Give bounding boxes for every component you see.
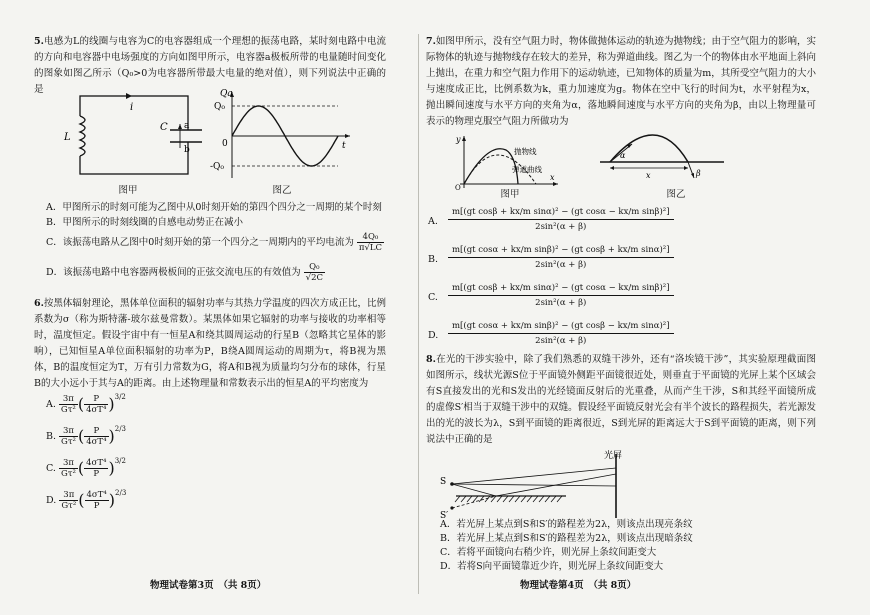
q5-fig-a-caption: 图甲 — [118, 185, 138, 196]
q7-option-label: B. — [428, 254, 439, 265]
q7-option-denominator: 2sin²(α + β) — [535, 260, 587, 270]
q6-open-paren: ( — [78, 490, 85, 510]
current-label: i — [130, 102, 134, 113]
q7-option-denominator: 2sin²(α + β) — [535, 298, 587, 308]
q6-main-fraction — [84, 394, 108, 415]
q7-option-label: A. — [428, 216, 438, 227]
q7-option-d — [448, 320, 674, 347]
plate-a-label: a — [184, 121, 190, 131]
q7-option-denominator: 2sin²(α + β) — [535, 222, 587, 232]
field-arrow-icon — [178, 124, 182, 129]
ballistic-curve — [464, 149, 518, 184]
traj-y-arrow-icon — [462, 136, 466, 141]
q7-option-numerator: m[(gt cosα + kx/m sinβ)² − (gt cosβ − kx/m sinα)²] — [448, 320, 674, 334]
mirror-hatch — [455, 496, 562, 502]
left-column — [0, 0, 420, 615]
q6-pre-den: Gτ² — [60, 405, 76, 415]
q6-close-paren: ) — [108, 426, 115, 446]
q5-c-num: 4Q₀ — [357, 232, 384, 243]
q5-figure-circuit — [62, 90, 202, 182]
q6-exponent: 3/2 — [114, 393, 126, 401]
q6-option-label: A. — [46, 399, 56, 410]
q6-option-d — [46, 486, 126, 511]
q6-main-num: P — [84, 394, 108, 405]
q6-option-label: B. — [46, 431, 57, 442]
traj-x-arrow-icon — [553, 182, 558, 186]
q6-option-label: C. — [46, 463, 56, 474]
q5-option-c-fraction — [357, 232, 384, 253]
right-column — [420, 0, 870, 615]
source-label: S — [440, 477, 447, 487]
q6-exponent: 2/3 — [115, 489, 127, 497]
inductor-label: L — [64, 132, 71, 143]
q5-option-d — [46, 262, 325, 283]
parabola-label: 抛物线 — [514, 147, 537, 156]
landing-arrow-icon — [691, 173, 694, 178]
q6-option-a — [46, 390, 126, 415]
q5-option-d-text: D．该振荡电路中电容器两极板间的正弦交流电压的有效值为 — [46, 267, 301, 278]
q5-d-num: Q₀ — [304, 262, 325, 273]
alpha-label: α — [620, 151, 626, 160]
q6-exponent: 3/2 — [114, 457, 126, 465]
left-footer: 物理试卷第3页 （共 8页） — [150, 580, 267, 591]
x-axis-arrow-icon — [345, 134, 350, 138]
traj-origin-label: O — [455, 184, 461, 190]
q6-pre-den: Gτ² — [61, 437, 76, 447]
y-axis-label: Qa — [220, 89, 233, 99]
q6-main-num: 4σT⁴ — [86, 490, 107, 500]
q6-main-den: 4σT⁴ — [86, 437, 107, 447]
q5-number: 5. — [34, 36, 44, 47]
q6-open-paren: ( — [77, 394, 85, 414]
q5-figure-graph — [210, 88, 360, 184]
origin-label: 0 — [222, 139, 228, 149]
q6-pre-fraction — [59, 426, 78, 447]
q5-d-den: √2C — [305, 273, 323, 283]
current-arrow-icon — [126, 93, 132, 99]
q6-stem-text: 按黑体辐射理论，黑体单位面积的辐射功率与其热力学温度的四次方成正比，比例系数为σ（称为斯特藩-玻尔兹曼常数）。某黑体如果它辐射的功率与接收的功率相等时，温度恒定。假设宇宙中有一恒星A和绕其圆周运动的行星B（忽略其它星体的影响），已知恒星A单位面积辐射的功率为P，B绕A圆周运动的周期为τ，将B视为黑体，B的温度恒定为T，万有引力常数为G，将A和B视为质量均匀分布的球体，行星B的大小远小于其与A的距离。由上述物理量和常数表示出的恒星A的平均密度为 — [34, 298, 386, 389]
q8-option-d: D．若将S向平面镜靠近少许，则光屏上条纹间距变大 — [440, 561, 664, 572]
q7-figure-trajectories — [454, 132, 564, 190]
q6-main-fraction — [84, 426, 108, 447]
q5-option-d-fraction — [304, 262, 325, 283]
q6-main-den: 4σT⁴ — [86, 405, 107, 415]
beta-label: β — [696, 169, 701, 178]
q8-option-b: B．若光屏上某点到S和S′的路程差为2λ，则该点出现暗条纹 — [440, 533, 693, 544]
q6-pre-fraction — [59, 458, 78, 479]
q6-pre-num: 3π — [59, 394, 78, 405]
q6-main-den: P — [93, 469, 100, 479]
q6-option-c — [46, 454, 126, 479]
q6-number: 6. — [34, 298, 44, 309]
range-label: x — [646, 171, 651, 180]
q8-stem — [426, 352, 816, 448]
q7-option-a — [448, 206, 674, 233]
q6-open-paren: ( — [77, 426, 85, 446]
q8-number: 8. — [426, 354, 436, 365]
direct-ray-1 — [452, 468, 616, 484]
q5-c-den: π√LC — [358, 243, 383, 253]
q5-option-c-text: C．该振荡电路从乙图中0时刻开始的第一个四分之一周期内的平均电流为 — [46, 237, 354, 248]
q6-pre-den: Gτ² — [61, 501, 77, 511]
right-footer: 物理试卷第4页 （共 8页） — [520, 580, 637, 591]
q7-figure-projectile — [596, 128, 730, 190]
q0-neg-label: -Q₀ — [210, 162, 225, 172]
q7-number: 7. — [426, 36, 436, 47]
q8-option-a: A．若光屏上某点到S和S′的路程差为2λ，则该点出现亮条纹 — [440, 519, 693, 530]
q6-main-den: P — [93, 501, 100, 511]
q7-option-label: C. — [428, 292, 438, 303]
q6-stem — [34, 296, 386, 392]
q6-pre-fraction — [59, 394, 78, 415]
x-axis-label: t — [342, 141, 346, 151]
q6-main-num: 4σT⁴ — [86, 458, 107, 468]
q6-pre-num: 3π — [59, 426, 78, 437]
q7-option-c — [448, 282, 674, 309]
q6-open-paren: ( — [77, 458, 85, 478]
q8-figure-lloyd-mirror — [436, 446, 636, 522]
q7-option-label: D. — [428, 330, 439, 341]
q6-option-label: D. — [46, 495, 57, 506]
ballistic-label: 弹道曲线 — [512, 165, 542, 174]
q5-fig-b-caption: 图乙 — [272, 185, 292, 196]
q7-stem — [426, 34, 816, 130]
q5-option-a: A．甲图所示的时刻可能为乙图中从0时刻开始的第四个四分之一周期的某个时刻 — [46, 202, 382, 213]
q7-option-numerator: m[(gt cosβ + kx/m sinα)² − (gt cosα − kx/m sinβ)²] — [448, 206, 674, 220]
capacitor-label: C — [160, 122, 168, 133]
image-label: S′ — [440, 511, 449, 521]
q6-pre-fraction — [59, 490, 78, 511]
q5-stem-text: 电感为L的线圈与电容为C的电容器组成一个理想的振荡电路，某时刻电路中电流的方向和电容器中电场强度的方向如图甲所示，电容器a极板所带的电量随时间变化的图象如图乙所示（Q₀>0为电容器所带最大电量的绝对值），则下列说法中正确的是 — [34, 36, 386, 95]
direct-ray-2 — [452, 484, 616, 486]
q7-option-denominator: 2sin²(α + β) — [535, 336, 587, 346]
q7-stem-text: 如图甲所示，没有空气阻力时，物体做抛体运动的轨迹为抛物线；由于空气阻力的影响，实际物体的轨迹与抛物线存在较大的差异，称为弹道曲线。图乙为一个的物体由水平地面上斜向上抛出，在重力和空气阻力作用下的运动轨迹，已知物体的质量为m，其所受空气阻力的大小与速度成正比，比例系数为k，重力加速度为g。物体在空中飞行的时间为t，水平射程为x，抛出瞬间速度与水平方向的夹角为α，落地瞬间速度与水平方向的夹角为β，由以上物理量可表示的物理克服空气阻力所做功为 — [426, 36, 816, 127]
q6-pre-num: 3π — [59, 490, 78, 501]
q8-stem-text: 在光的干涉实验中，除了我们熟悉的双缝干涉外，还有“洛埃镜干涉”，其实验原理截面图如图所示，线状光源S位于平面镜外侧距平面镜很近处，则垂直于平面镜的光屏上某个区域会有S直接发出的光和S发出的光经镜面反射后的光重叠，从而产生干涉，S和其经平面镜所成的虚像S′相当于双缝干涉中的双缝。假设经平面镜反射光会有半个波长的路程损失，若光源发出的光的波长为λ，S到平面镜的距离很近，S到光屏的距离远大于S到平面镜的距离，则下列说法中正确的是 — [426, 354, 816, 445]
q7-fig-a-caption: 图甲 — [500, 189, 520, 200]
traj-y-label: y — [456, 135, 461, 144]
q6-close-paren: ) — [108, 490, 116, 510]
q6-option-b — [46, 422, 126, 447]
screen-label: 光屏 — [604, 451, 623, 461]
q5-option-b: B．甲图所示的时刻线圈的自感电动势正在减小 — [46, 217, 243, 228]
incident-ray — [452, 484, 496, 496]
q6-pre-den: Gτ² — [60, 469, 76, 479]
q6-main-fraction — [85, 490, 109, 511]
q7-option-b — [448, 244, 674, 271]
q6-exponent: 2/3 — [114, 425, 127, 433]
q6-close-paren: ) — [108, 394, 115, 414]
q7-fig-b-caption: 图乙 — [666, 189, 686, 200]
q5-option-c — [46, 232, 384, 253]
traj-x-label: x — [550, 173, 555, 182]
q6-pre-num: 3π — [59, 458, 78, 469]
circuit-wire — [80, 96, 188, 174]
q0-pos-label: Q₀ — [214, 102, 225, 112]
q7-option-numerator: m[(gt cosβ + kx/m sinα)² − (gt cosα − kx/m sinβ)²] — [448, 282, 674, 296]
q7-option-numerator: m[(gt cosα + kx/m sinβ)² − (gt cosβ + kx/m sinα)²] — [448, 244, 674, 258]
q6-main-fraction — [84, 458, 108, 479]
plate-b-label: b — [184, 145, 190, 155]
q8-option-c: C．若将平面镜向右稍少许，则光屏上条纹间距变大 — [440, 547, 657, 558]
q6-main-num: P — [84, 426, 108, 437]
q6-close-paren: ) — [108, 458, 115, 478]
